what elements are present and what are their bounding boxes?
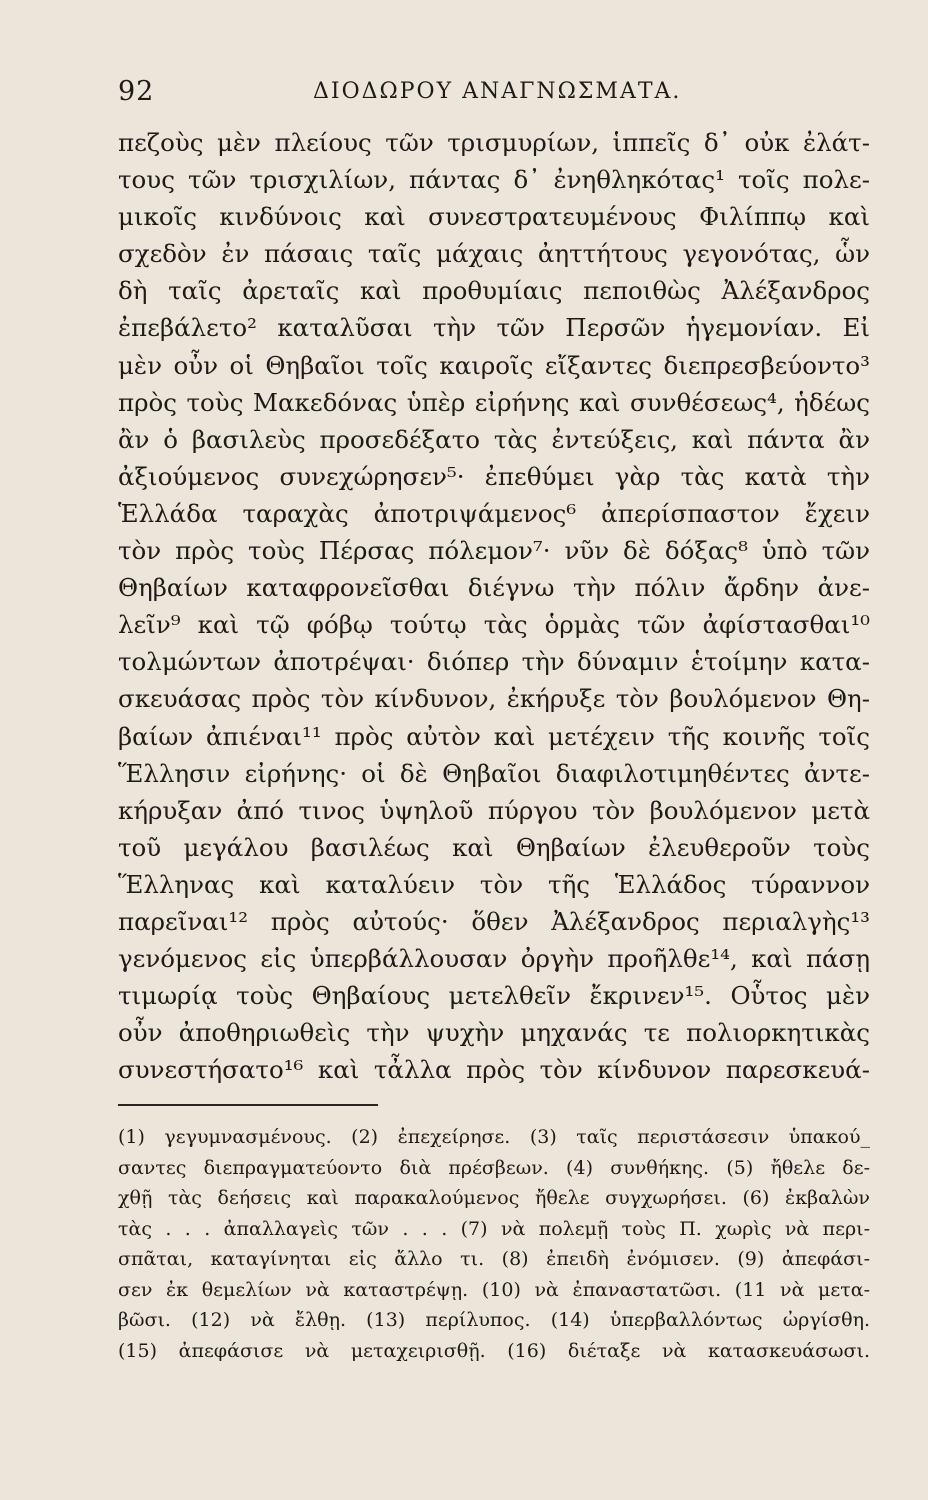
text-line: πεζοὺς μὲν πλείους τῶν τρισμυρίων, ἱππεῖς δ᾽ οὐκ ἐλάτ- [118, 128, 870, 157]
footnote-line: (15) ἀπεφάσισε νὰ μεταχειρισθῇ. (16) διέταξε νὰ κατασκευάσωσι. [118, 1339, 870, 1362]
text-line: γενόμενος εἰς ὑπερβάλλουσαν ὀργὴν προῆλθε¹⁴, καὶ πάσῃ [118, 944, 870, 974]
text-line: Θηβαίων καταφρονεῖσθαι διέγνω τὴν πόλιν ἄρδην ἀνε- [118, 573, 870, 603]
footnotes [118, 1122, 870, 1366]
page-header [118, 76, 868, 112]
text-line: δὴ ταῖς ἀρεταῖς καὶ προθυμίαις πεποιθὼς Ἀλέξανδρος [118, 276, 870, 306]
text-line: ἐπεβάλετο² καταλῦσαι τὴν τῶν Περσῶν ἡγεμονίαν. Εἰ [118, 313, 870, 343]
text-line: τοῦ μεγάλου βασιλέως καὶ Θηβαίων ἐλευθεροῦν τοὺς [118, 832, 870, 862]
text-line: κήρυξαν ἀπό τινος ὑψηλοῦ πύργου τὸν βουλόμενον μετὰ [118, 795, 870, 825]
text-line: τιμωρίᾳ τοὺς Θηβαίους μετελθεῖν ἔκρινεν¹⁵. Οὗτος μὲν [118, 981, 870, 1011]
footnote-separator [118, 1104, 378, 1106]
text-line: πρὸς τοὺς Μακεδόνας ὑπὲρ εἰρήνης καὶ συνθέσεως⁴, ἡδέως [118, 387, 870, 417]
text-line: τολμώντων ἀποτρέψαι· διόπερ τὴν δύναμιν ἑτοίμην κατα- [118, 647, 870, 677]
main-text [118, 124, 870, 1088]
text-line: τους τῶν τρισχιλίων, πάντας δ᾽ ἐνηθληκότας¹ τοῖς πολε- [118, 165, 870, 195]
footnote-line: (1) γεγυμνασμένους. (2) ἐπεχείρησε. (3) ταῖς περιστάσεσιν ὑπακού_ [118, 1126, 870, 1148]
text-line: σκευάσας πρὸς τὸν κίνδυνον, ἐκήρυξε τὸν βουλόμενον Θη- [118, 684, 870, 714]
text-line: ἀξιούμενος συνεχώρησεν⁵· ἐπεθύμει γὰρ τὰς κατὰ τὴν [118, 461, 870, 491]
footnote-line: τὰς . . . ἀπαλλαγεὶς τῶν . . . (7) νὰ πολεμῇ τοὺς Π. χωρὶς νὰ περι- [118, 1217, 870, 1240]
text-line: τὸν πρὸς τοὺς Πέρσας πόλεμον⁷· νῦν δὲ δόξας⁸ ὑπὸ τῶν [118, 536, 870, 566]
text-line: μικοῖς κινδύνοις καὶ συνεστρατευμένους Φιλίππῳ καὶ [118, 202, 870, 232]
footnote-line: βῶσι. (12) νὰ ἔλθῃ. (13) περίλυπος. (14) ὑπερβαλλόντως ὠργίσθη. [118, 1309, 870, 1331]
text-line: μὲν οὖν οἱ Θηβαῖοι τοῖς καιροῖς εἴξαντες διεπρεσβεύοντο³ [118, 350, 870, 380]
text-line: ἂν ὁ βασιλεὺς προσεδέξατο τὰς ἐντεύξεις, καὶ πάντα ἂν [118, 424, 870, 454]
running-title: ΔΙΟΔΩΡΟΥ ΑΝΑΓΝΩΣΜΑΤΑ. [313, 79, 682, 104]
text-line: συνεστήσατο¹⁶ καὶ τἆλλα πρὸς τὸν κίνδυνον παρεσκευά- [118, 1055, 870, 1085]
text-line: οὖν ἀποθηριωθεὶς τὴν ψυχὴν μηχανάς τε πολιορκητικὰς [118, 1018, 870, 1048]
footnote-line: σαντες διεπραγματεύοντο διὰ πρέσβεων. (4) συνθήκης. (5) ἤθελε δε- [118, 1156, 870, 1179]
footnote-line: σπᾶται, καταγίνηται εἰς ἄλλο τι. (8) ἐπειδὴ ἐνόμισεν. (9) ἀπεφάσι- [118, 1248, 870, 1270]
text-line: παρεῖναι¹² πρὸς αὐτούς· ὅθεν Ἀλέξανδρος περιαλγὴς¹³ [118, 906, 870, 936]
text-line: Ἑλλάδα ταραχὰς ἀποτριψάμενος⁶ ἀπερίσπαστον ἔχειν [118, 498, 870, 528]
text-line: λεῖν⁹ καὶ τῷ φόβῳ τούτῳ τὰς ὁρμὰς τῶν ἀφίστασθαι¹⁰ [118, 610, 870, 640]
text-line: Ἕλληνας καὶ καταλύειν τὸν τῆς Ἑλλάδος τύραννον [118, 869, 870, 899]
text-line: βαίων ἀπιέναι¹¹ πρὸς αὐτὸν καὶ μετέχειν τῆς κοινῆς τοῖς [118, 721, 870, 751]
footnote-line: σεν ἐκ θεμελίων νὰ καταστρέψῃ. (10) νὰ ἐπαναστατῶσι. (11 νὰ μετα- [118, 1278, 870, 1301]
text-line: Ἕλλησιν εἰρήνης· οἱ δὲ Θηβαῖοι διαφιλοτιμηθέντες ἀντε- [118, 758, 870, 788]
page-number: 92 [118, 76, 155, 107]
footnote-line: χθῇ τὰς δεήσεις καὶ παρακαλούμενος ἤθελε συγχωρήσει. (6) ἐκβαλὼν [118, 1187, 870, 1209]
text-line: σχεδὸν ἐν πάσαις ταῖς μάχαις ἀηττήτους γεγονότας, ὧν [118, 239, 870, 269]
